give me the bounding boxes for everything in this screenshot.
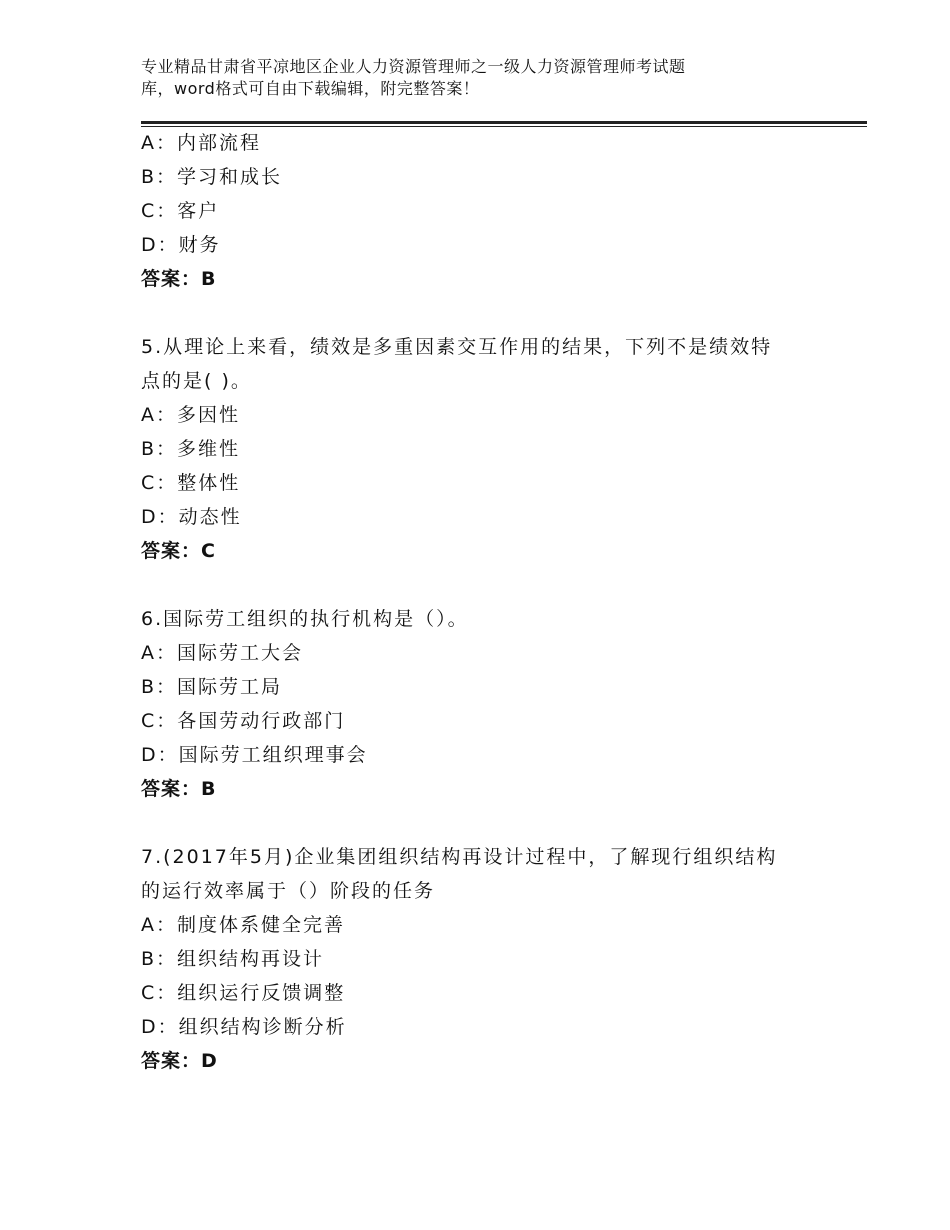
option-a: A：多因性 bbox=[141, 404, 240, 426]
answer: 答案：B bbox=[141, 778, 217, 800]
option-a: A：内部流程 bbox=[141, 132, 261, 154]
option-d: D：组织结构诊断分析 bbox=[141, 1016, 347, 1038]
question-stem: 7.(2017年5月)企业集团组织结构再设计过程中，了解现行组织结构 bbox=[141, 846, 778, 868]
header-line-2: 库，word格式可自由下载编辑，附完整答案！ bbox=[141, 79, 480, 98]
option-b: B：学习和成长 bbox=[141, 166, 283, 188]
header-rule-thick bbox=[141, 121, 867, 124]
question-6 bbox=[141, 602, 821, 806]
question-stem: 6.国际劳工组织的执行机构是（）。 bbox=[141, 608, 469, 630]
answer: 答案：D bbox=[141, 1050, 218, 1072]
answer: 答案：C bbox=[141, 540, 216, 562]
header-line-1: 专业精品甘肃省平凉地区企业人力资源管理师之一级人力资源管理师考试题 bbox=[141, 57, 686, 76]
option-c: C：各国劳动行政部门 bbox=[141, 710, 346, 732]
spacer bbox=[141, 806, 821, 840]
option-d: D：动态性 bbox=[141, 506, 242, 528]
option-b: B：组织结构再设计 bbox=[141, 948, 325, 970]
option-d: D：财务 bbox=[141, 234, 221, 256]
document-header bbox=[141, 56, 841, 100]
question-stem: 5.从理论上来看，绩效是多重因素交互作用的结果，下列不是绩效特 bbox=[141, 336, 773, 358]
option-a: A：制度体系健全完善 bbox=[141, 914, 345, 936]
option-c: C：客户 bbox=[141, 200, 220, 222]
option-d: D：国际劳工组织理事会 bbox=[141, 744, 368, 766]
spacer bbox=[141, 296, 821, 330]
spacer bbox=[141, 568, 821, 602]
question-stem-cont: 点的是( )。 bbox=[141, 370, 252, 392]
option-b: B：国际劳工局 bbox=[141, 676, 283, 698]
option-c: C：组织运行反馈调整 bbox=[141, 982, 346, 1004]
option-a: A：国际劳工大会 bbox=[141, 642, 303, 664]
question-4 bbox=[141, 126, 821, 296]
question-stem-cont: 的运行效率属于（）阶段的任务 bbox=[141, 880, 436, 902]
question-list bbox=[141, 126, 821, 1078]
question-7 bbox=[141, 840, 821, 1078]
answer: 答案：B bbox=[141, 268, 217, 290]
question-5 bbox=[141, 330, 821, 568]
option-c: C：整体性 bbox=[141, 472, 241, 494]
option-b: B：多维性 bbox=[141, 438, 241, 460]
